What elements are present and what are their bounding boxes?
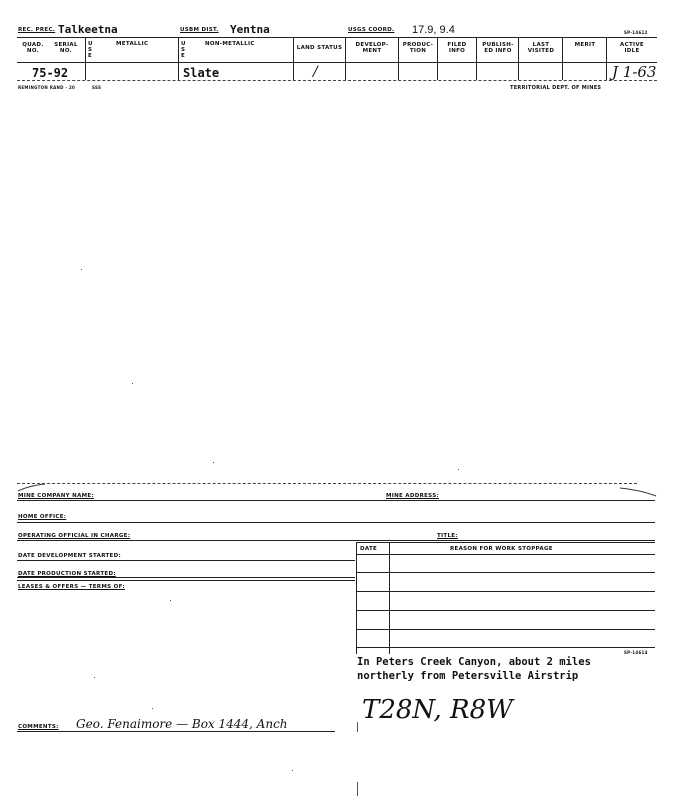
- scan-speck: [458, 469, 459, 470]
- top-form-code: SP-14612: [624, 30, 648, 35]
- col-quad-no: QUAD. NO.: [22, 42, 44, 54]
- rule-home-office: [17, 522, 655, 523]
- date-prod-started-label: DATE PRODUCTION STARTED:: [18, 571, 116, 577]
- top-footer-left-code: SSS: [92, 85, 102, 90]
- col-sep: [476, 38, 477, 80]
- rule-mine-company: [17, 500, 655, 501]
- top-footer-left: REMINGTON RAND · 20: [18, 85, 76, 90]
- stoppage-row: [356, 629, 655, 630]
- operating-official-label: OPERATING OFFICIAL IN CHARGE:: [18, 533, 131, 539]
- home-office-label: HOME OFFICE:: [18, 514, 67, 520]
- non-metallic-value: Slate: [183, 66, 220, 80]
- rule-date-dev: [17, 560, 355, 561]
- fold-mark: [357, 782, 358, 796]
- col-production: PRODUC- TION: [402, 42, 434, 54]
- stoppage-row: [356, 591, 655, 592]
- scan-speck: [213, 462, 214, 463]
- torn-edge-left: [18, 484, 45, 491]
- leases-label: LEASES & OFFERS — TERMS OF:: [18, 584, 125, 590]
- header-rule: [17, 37, 657, 38]
- stoppage-reason-header: REASON FOR WORK STOPPAGE: [450, 546, 553, 552]
- col-sep: [562, 38, 563, 80]
- date-dev-started-label: DATE DEVELOPMENT STARTED:: [18, 553, 121, 559]
- torn-edge-marks: [0, 476, 678, 500]
- col-sep: [437, 38, 438, 80]
- col-use-1: USE: [88, 41, 93, 59]
- col-metallic: METALLIC: [116, 41, 149, 47]
- col-published-info: PUBLISH- ED INFO: [482, 42, 514, 54]
- mine-company-name-label: MINE COMPANY NAME:: [18, 493, 94, 499]
- usgs-coord-value: 17.9, 9.4: [412, 24, 455, 36]
- col-use-2: USE: [181, 41, 186, 59]
- col-serial-no: SERIAL NO.: [54, 42, 78, 54]
- col-sep: [398, 38, 399, 80]
- rule-date-prod-double: [17, 580, 355, 581]
- usgs-coord-label: USGS COORD.: [348, 27, 395, 33]
- stoppage-table-header-rule: [356, 554, 655, 555]
- scan-speck: [170, 600, 171, 601]
- comments-label: COMMENTS:: [18, 724, 59, 730]
- stoppage-row: [356, 647, 655, 648]
- col-sep: [178, 38, 179, 80]
- scan-speck: [292, 770, 293, 771]
- row-dash-line: [17, 80, 657, 81]
- stoppage-table-top: [356, 542, 655, 543]
- active-idle-value: J 1-63: [612, 63, 657, 81]
- mine-address-label: MINE ADDRESS:: [386, 493, 439, 499]
- bottom-form-code: SP-14614: [624, 650, 648, 655]
- col-last-visited: LAST VISITED: [527, 42, 555, 54]
- rule-comments: [17, 731, 335, 732]
- col-sep: [606, 38, 607, 80]
- township-note: T28N, R8W: [362, 695, 513, 725]
- scan-speck: [81, 269, 82, 270]
- comments-value: Geo. Fenaimore — Box 1444, Anch: [76, 717, 288, 731]
- quad-serial-value: 75-92: [32, 66, 69, 80]
- stoppage-row: [356, 572, 655, 573]
- col-merit: MERIT: [574, 42, 596, 48]
- scan-speck: [94, 677, 95, 678]
- col-sep: [85, 38, 86, 80]
- rule-operating-official: [17, 540, 655, 541]
- col-active-idle: ACTIVE IDLE: [620, 42, 644, 54]
- rec-prec-label: REC. PREC.: [18, 27, 56, 33]
- col-filed-info: FILED INFO: [447, 42, 467, 54]
- top-footer-right: TERRITORIAL DEPT. OF MINES: [510, 85, 602, 91]
- col-development: DEVELOP- MENT: [355, 42, 389, 54]
- col-sep: [518, 38, 519, 80]
- scan-speck: [152, 708, 153, 709]
- rec-prec-value: Talkeetna: [58, 23, 118, 36]
- col-sep: [293, 38, 294, 80]
- usbm-dist-value: Yentna: [230, 23, 270, 36]
- stoppage-table-left: [356, 542, 357, 654]
- title-label: TITLE:: [437, 533, 458, 539]
- col-non-metallic: NON-METALLIC: [205, 41, 255, 47]
- stoppage-date-header: DATE: [360, 546, 378, 552]
- col-sep: [345, 38, 346, 80]
- stoppage-table-divider: [389, 542, 390, 654]
- col-land-status: LAND STATUS: [296, 45, 343, 51]
- torn-edge-right: [620, 488, 656, 496]
- column-header-rule: [17, 62, 657, 63]
- location-line-2: northerly from Petersville Airstrip: [357, 670, 579, 682]
- scan-speck: [132, 383, 133, 384]
- fold-mark: [357, 722, 358, 732]
- land-status-value: /: [313, 64, 318, 80]
- location-line-1: In Peters Creek Canyon, about 2 miles: [357, 656, 591, 668]
- stoppage-row: [356, 610, 655, 611]
- rule-date-prod: [17, 577, 355, 578]
- usbm-dist-label: USBM DIST.: [180, 27, 219, 33]
